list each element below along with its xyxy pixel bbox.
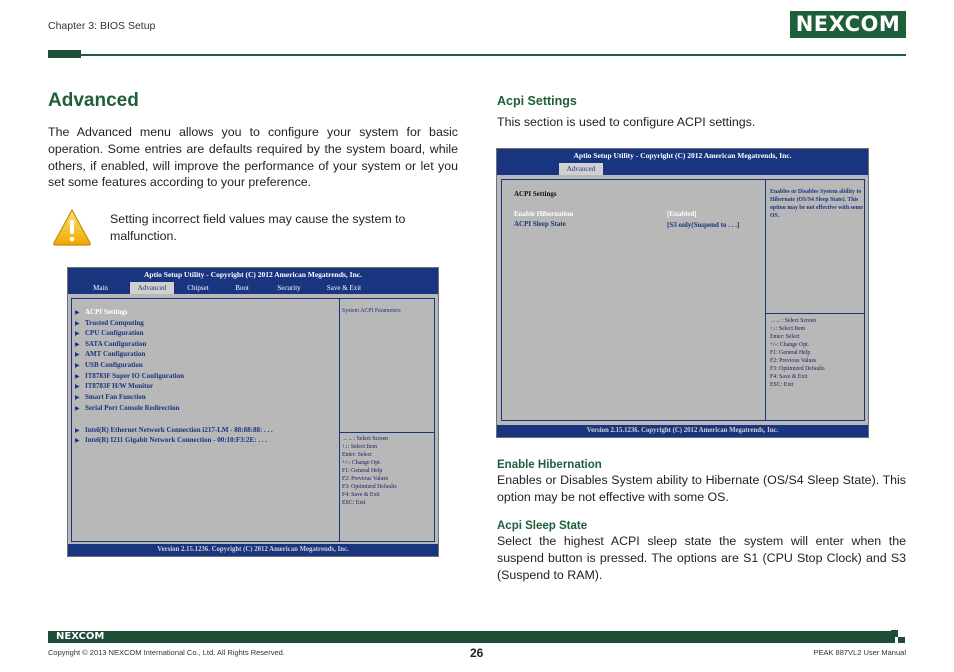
arrow-right-icon: ▶	[75, 384, 80, 390]
key-hint: ↑↓: Select Item	[770, 326, 806, 332]
header-accent-block	[48, 50, 81, 58]
bios-item-trusted-computing[interactable]	[75, 319, 144, 327]
tab-boot[interactable]: Boot	[235, 284, 249, 292]
copyright-text: Copyright © 2013 NEXCOM International Co., Ltd. All Rights Reserved.	[48, 648, 285, 657]
bios-item-label: CPU Configuration	[85, 329, 144, 337]
warning-icon	[52, 208, 92, 246]
bios-help-divider	[339, 432, 435, 433]
section-title-advanced: Advanced	[48, 90, 139, 111]
bios-title: Aptio Setup Utility - Copyright (C) 2012 American Megatrends, Inc.	[497, 149, 868, 162]
key-hint: F1: General Help	[770, 350, 811, 356]
key-hint: Enter: Select	[342, 452, 372, 458]
page-number: 26	[470, 646, 484, 660]
bios-footer: Version 2.15.1236. Copyright (C) 2012 American Megatrends, Inc.	[68, 544, 438, 556]
tab-main[interactable]: Main	[93, 284, 108, 292]
key-hint: F2: Previous Values	[770, 358, 817, 364]
bios-item-label: Intel(R) Ethernet Network Connection i217-LM - 88:88:88: . . .	[85, 426, 273, 434]
bios-help-divider	[765, 313, 865, 314]
key-hint: +/-: Change Opt.	[770, 342, 810, 348]
arrow-right-icon: ▶	[75, 331, 80, 337]
bios-item-amt-configuration[interactable]	[75, 350, 145, 358]
warning-text: Setting incorrect field values may cause the system to malfunction.	[110, 212, 406, 243]
nexcom-logo	[790, 11, 906, 38]
arrow-right-icon: ▶	[75, 374, 80, 380]
bios-item-label: Intel(R) I211 Gigabit Network Connection - 00:10:F3:2E: . . .	[85, 436, 267, 444]
acpi-sleep-state-title: Acpi Sleep State	[497, 520, 588, 532]
arrow-right-icon: ▶	[75, 438, 80, 444]
key-hint: +/-: Change Opt.	[342, 460, 382, 466]
bios-item-acpi-settings[interactable]	[75, 308, 128, 316]
header-rule	[81, 54, 906, 56]
enable-hibernation-title: Enable Hibernation	[497, 459, 602, 471]
tab-save-exit[interactable]: Save & Exit	[326, 284, 362, 292]
bios-item-serial-console[interactable]	[75, 404, 180, 412]
bios-item-label: ACPI Settings	[85, 308, 128, 316]
key-hint: ↑↓: Select Item	[342, 444, 378, 450]
bios-item-ethernet-i211[interactable]	[75, 436, 267, 444]
bios-tab-bar	[497, 162, 868, 175]
bios-item-usb-configuration[interactable]	[75, 361, 143, 369]
bios-help-text: System ACPI Parameters	[342, 308, 401, 314]
bios-key-legend	[770, 317, 864, 389]
enable-hibernation-text: Enables or Disables System ability to Hibernate (OS/S4 Sleep State). This option may be not effective with some OS.	[497, 473, 906, 504]
arrow-right-icon: ▶	[75, 395, 80, 401]
tab-chipset[interactable]: Chipset	[187, 284, 209, 292]
bios-item-enable-hibernation[interactable]: Enable Hibernation	[514, 210, 574, 218]
bios-key-legend	[342, 435, 434, 507]
bios-divider	[765, 179, 766, 421]
arrow-right-icon: ▶	[75, 363, 80, 369]
bios-item-cpu-configuration[interactable]	[75, 329, 144, 337]
bios-page-heading: ACPI Settings	[514, 190, 557, 198]
footer-logo: NEXCOM	[56, 631, 105, 642]
arrow-right-icon: ▶	[75, 342, 80, 348]
bios-value-enable-hibernation[interactable]: [Enabled]	[667, 210, 697, 218]
bios-item-acpi-sleep-state[interactable]: ACPI Sleep State	[514, 220, 566, 228]
bios-acpi-screen	[496, 148, 869, 438]
arrow-right-icon: ▶	[75, 310, 80, 316]
key-hint: F2: Previous Values	[342, 476, 389, 482]
bios-item-label: Trusted Computing	[85, 319, 144, 327]
logo-text: NEXCOM	[795, 12, 901, 36]
section-title-acpi: Acpi Settings	[497, 94, 577, 108]
key-hint: ESC: Exit	[342, 500, 366, 506]
bios-item-hw-monitor[interactable]	[75, 382, 153, 390]
acpi-sleep-state-text: Select the highest ACPI sleep state the system will enter when the suspend button is pressed. The options are S1 (CPU Stop Clock) and S3 (Suspend to RAM).	[497, 534, 906, 582]
bios-title: Aptio Setup Utility - Copyright (C) 2012 American Megatrends, Inc.	[68, 268, 438, 281]
tab-security[interactable]: Security	[277, 284, 301, 292]
bios-item-super-io[interactable]	[75, 372, 184, 380]
bios-item-label: USB Configuration	[85, 361, 143, 369]
bios-item-label: Smart Fan Function	[85, 393, 146, 401]
bios-item-ethernet-i217[interactable]	[75, 426, 273, 434]
key-hint: F1: General Help	[342, 468, 383, 474]
intro-paragraph: The Advanced menu allows you to configure your system for basic operation. Some entries are defaults required by the system board, while others, if enabled, will improve the performance of your system or let you set some features according to your preference.	[48, 125, 458, 190]
bios-item-label: IT8783F Super IO Configuration	[85, 372, 184, 380]
arrow-right-icon: ▶	[75, 428, 80, 434]
arrow-right-icon: ▶	[75, 352, 80, 358]
bios-divider	[339, 298, 340, 542]
key-hint: →←: Select Screen	[770, 318, 817, 324]
arrow-right-icon: ▶	[75, 321, 80, 327]
footer-bar	[48, 631, 891, 643]
tab-advanced[interactable]: Advanced	[130, 282, 174, 294]
bios-item-label: Serial Port Console Redirection	[85, 404, 180, 412]
manual-title: PEAK 887VL2 User Manual	[813, 648, 906, 657]
key-hint: F4: Save & Exit	[342, 492, 380, 498]
acpi-description: This section is used to configure ACPI settings.	[497, 115, 756, 129]
key-hint: F4: Save & Exit	[770, 374, 808, 380]
tab-advanced[interactable]: Advanced	[559, 163, 603, 175]
key-hint: ESC: Exit	[770, 382, 794, 388]
key-hint: F3: Optimized Defaults	[342, 484, 397, 490]
footer-square	[891, 630, 898, 637]
chapter-label: Chapter 3: BIOS Setup	[48, 20, 156, 32]
footer-square	[898, 637, 905, 643]
bios-item-smart-fan[interactable]	[75, 393, 146, 401]
bios-advanced-screen	[67, 267, 439, 557]
key-hint: F3: Optimized Defaults	[770, 366, 825, 372]
bios-item-label: AMT Configuration	[85, 350, 146, 358]
bios-item-label: IT8783F H/W Monitor	[85, 382, 154, 390]
bios-item-sata-configuration[interactable]	[75, 340, 146, 348]
key-hint: →←: Select Screen	[342, 436, 389, 442]
footer-square	[891, 637, 895, 643]
key-hint: Enter: Select	[770, 334, 800, 340]
arrow-right-icon: ▶	[75, 406, 80, 412]
bios-tab-bar	[68, 281, 438, 294]
bios-value-acpi-sleep-state[interactable]: [S3 only(Suspend to . . .]	[667, 221, 740, 229]
bios-help-text: Enables or Disables System ability to Hibernate (OS/S4 Sleep State). This option may be not effective with some OS.	[770, 189, 864, 219]
bios-footer: Version 2.15.1236. Copyright (C) 2012 American Megatrends, Inc.	[497, 425, 868, 437]
bios-item-label: SATA Configuration	[85, 340, 147, 348]
